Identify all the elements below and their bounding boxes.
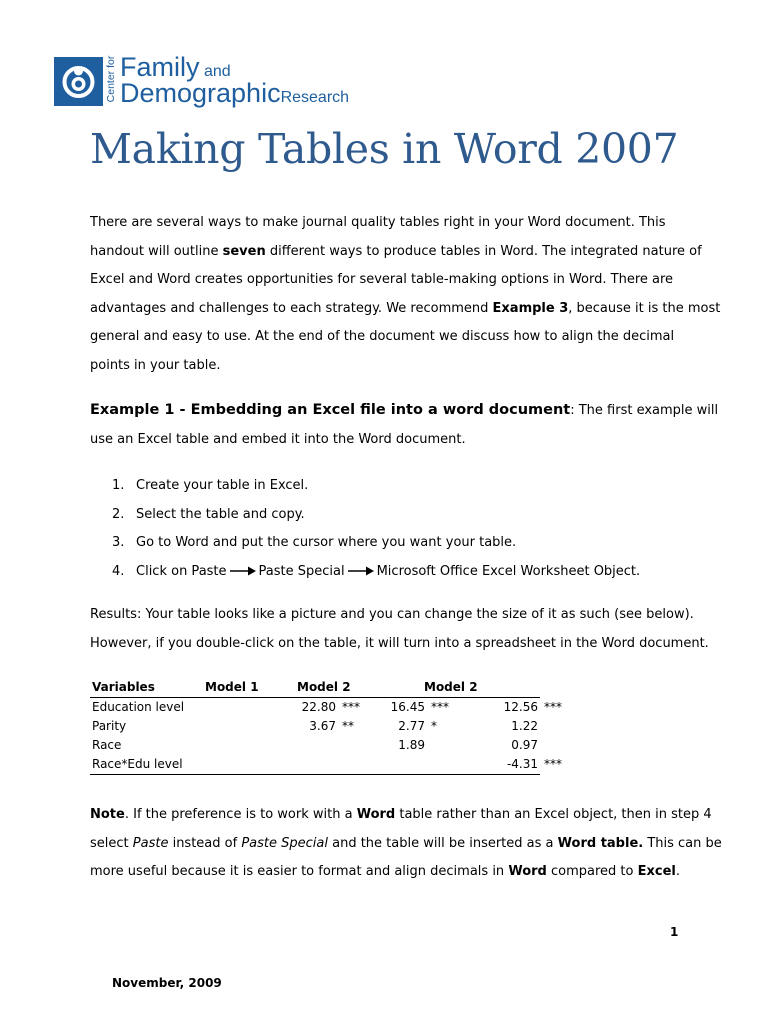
logo-and: and bbox=[203, 63, 231, 80]
table-row bbox=[90, 698, 562, 717]
family-logo-icon bbox=[54, 57, 103, 106]
note-line: Note. If the preference is to work with a Word table rather than an Excel object, then in step 4 bbox=[90, 807, 712, 822]
intro-line: There are several ways to make journal quality tables right in your Word document. This bbox=[90, 215, 666, 230]
table-row bbox=[90, 755, 562, 775]
table-cell: 3.67 ** bbox=[309, 719, 354, 733]
logo-vertical-text: Center for bbox=[105, 55, 117, 103]
table-cell: 1.22 bbox=[511, 719, 538, 733]
table-cell: Race*Edu level bbox=[92, 757, 183, 771]
intro-line: advantages and challenges to each strategy. We recommend Example 3, because it is the most bbox=[90, 300, 721, 316]
table-cell: Race bbox=[92, 738, 122, 752]
note-paragraph bbox=[90, 801, 722, 887]
table-header: Model 2 bbox=[297, 680, 351, 694]
intro-line: general and easy to use. At the end of the document we discuss how to align the decimal bbox=[90, 329, 675, 344]
intro-paragraph bbox=[90, 209, 721, 380]
table-header: Model 1 bbox=[205, 680, 259, 694]
page-number: 1 bbox=[670, 925, 679, 939]
table-cell: 1.89 bbox=[398, 738, 425, 752]
right-arrow-icon bbox=[348, 566, 374, 576]
intro-line: points in your table. bbox=[90, 357, 221, 373]
table-header-row bbox=[90, 678, 540, 698]
footer-date: November, 2009 bbox=[112, 976, 222, 990]
list-item: 3. Go to Word and put the cursor where you want your table. bbox=[112, 535, 517, 550]
logo-line-2 bbox=[120, 78, 349, 109]
results-paragraph bbox=[90, 601, 709, 658]
logo-research: Research bbox=[280, 89, 350, 106]
table-row bbox=[90, 736, 540, 755]
logo-family: Family bbox=[120, 52, 200, 82]
table-header: Variables bbox=[92, 680, 155, 694]
steps-list bbox=[112, 472, 640, 586]
example-1-section bbox=[90, 396, 719, 454]
page-title: Making Tables in Word 2007 bbox=[90, 125, 679, 173]
table-row bbox=[90, 717, 540, 736]
table-cell: 12.56 *** bbox=[503, 700, 562, 714]
table-cell: Parity bbox=[92, 719, 127, 733]
intro-line: handout will outline seven different ways to produce tables in Word. The integrated nature of bbox=[90, 243, 702, 259]
results-line: Results: Your table looks like a picture and you can change the size of it as such (see below). bbox=[90, 607, 694, 622]
table-cell: 0.97 bbox=[511, 738, 538, 752]
logo-mark bbox=[54, 57, 103, 106]
list-item: 2. Select the table and copy. bbox=[112, 506, 305, 522]
logo-demographic: Demographic bbox=[120, 78, 281, 108]
note-line: more useful because it is easier to format and align decimals in Word compared to Excel. bbox=[90, 864, 680, 879]
table-cell: 2.77 * bbox=[398, 719, 437, 733]
right-arrow-icon bbox=[230, 566, 256, 576]
results-line: However, if you double-click on the table, it will turn into a spreadsheet in the Word document. bbox=[90, 635, 709, 651]
table-cell: 16.45 *** bbox=[390, 700, 449, 714]
example-1-line: use an Excel table and embed it into the Word document. bbox=[90, 431, 466, 447]
list-item: 1. Create your table in Excel. bbox=[112, 478, 309, 493]
list-item: 4. Click on Paste Paste Special Microsoft Office Excel Worksheet Object. bbox=[112, 563, 641, 579]
table-header: Model 2 bbox=[424, 680, 478, 694]
example-1-heading: Example 1 - Embedding an Excel file into a word document: The first example will bbox=[90, 402, 719, 418]
intro-line: Excel and Word creates opportunities for several table-making options in Word. There are bbox=[90, 272, 674, 287]
results-table bbox=[90, 678, 562, 775]
table-cell: Education level bbox=[92, 700, 185, 714]
note-line: select Paste instead of Paste Special and the table will be inserted as a Word table. This can be bbox=[90, 835, 722, 851]
table-cell: -4.31 *** bbox=[506, 757, 562, 771]
table-cell: 22.80 *** bbox=[301, 700, 360, 714]
